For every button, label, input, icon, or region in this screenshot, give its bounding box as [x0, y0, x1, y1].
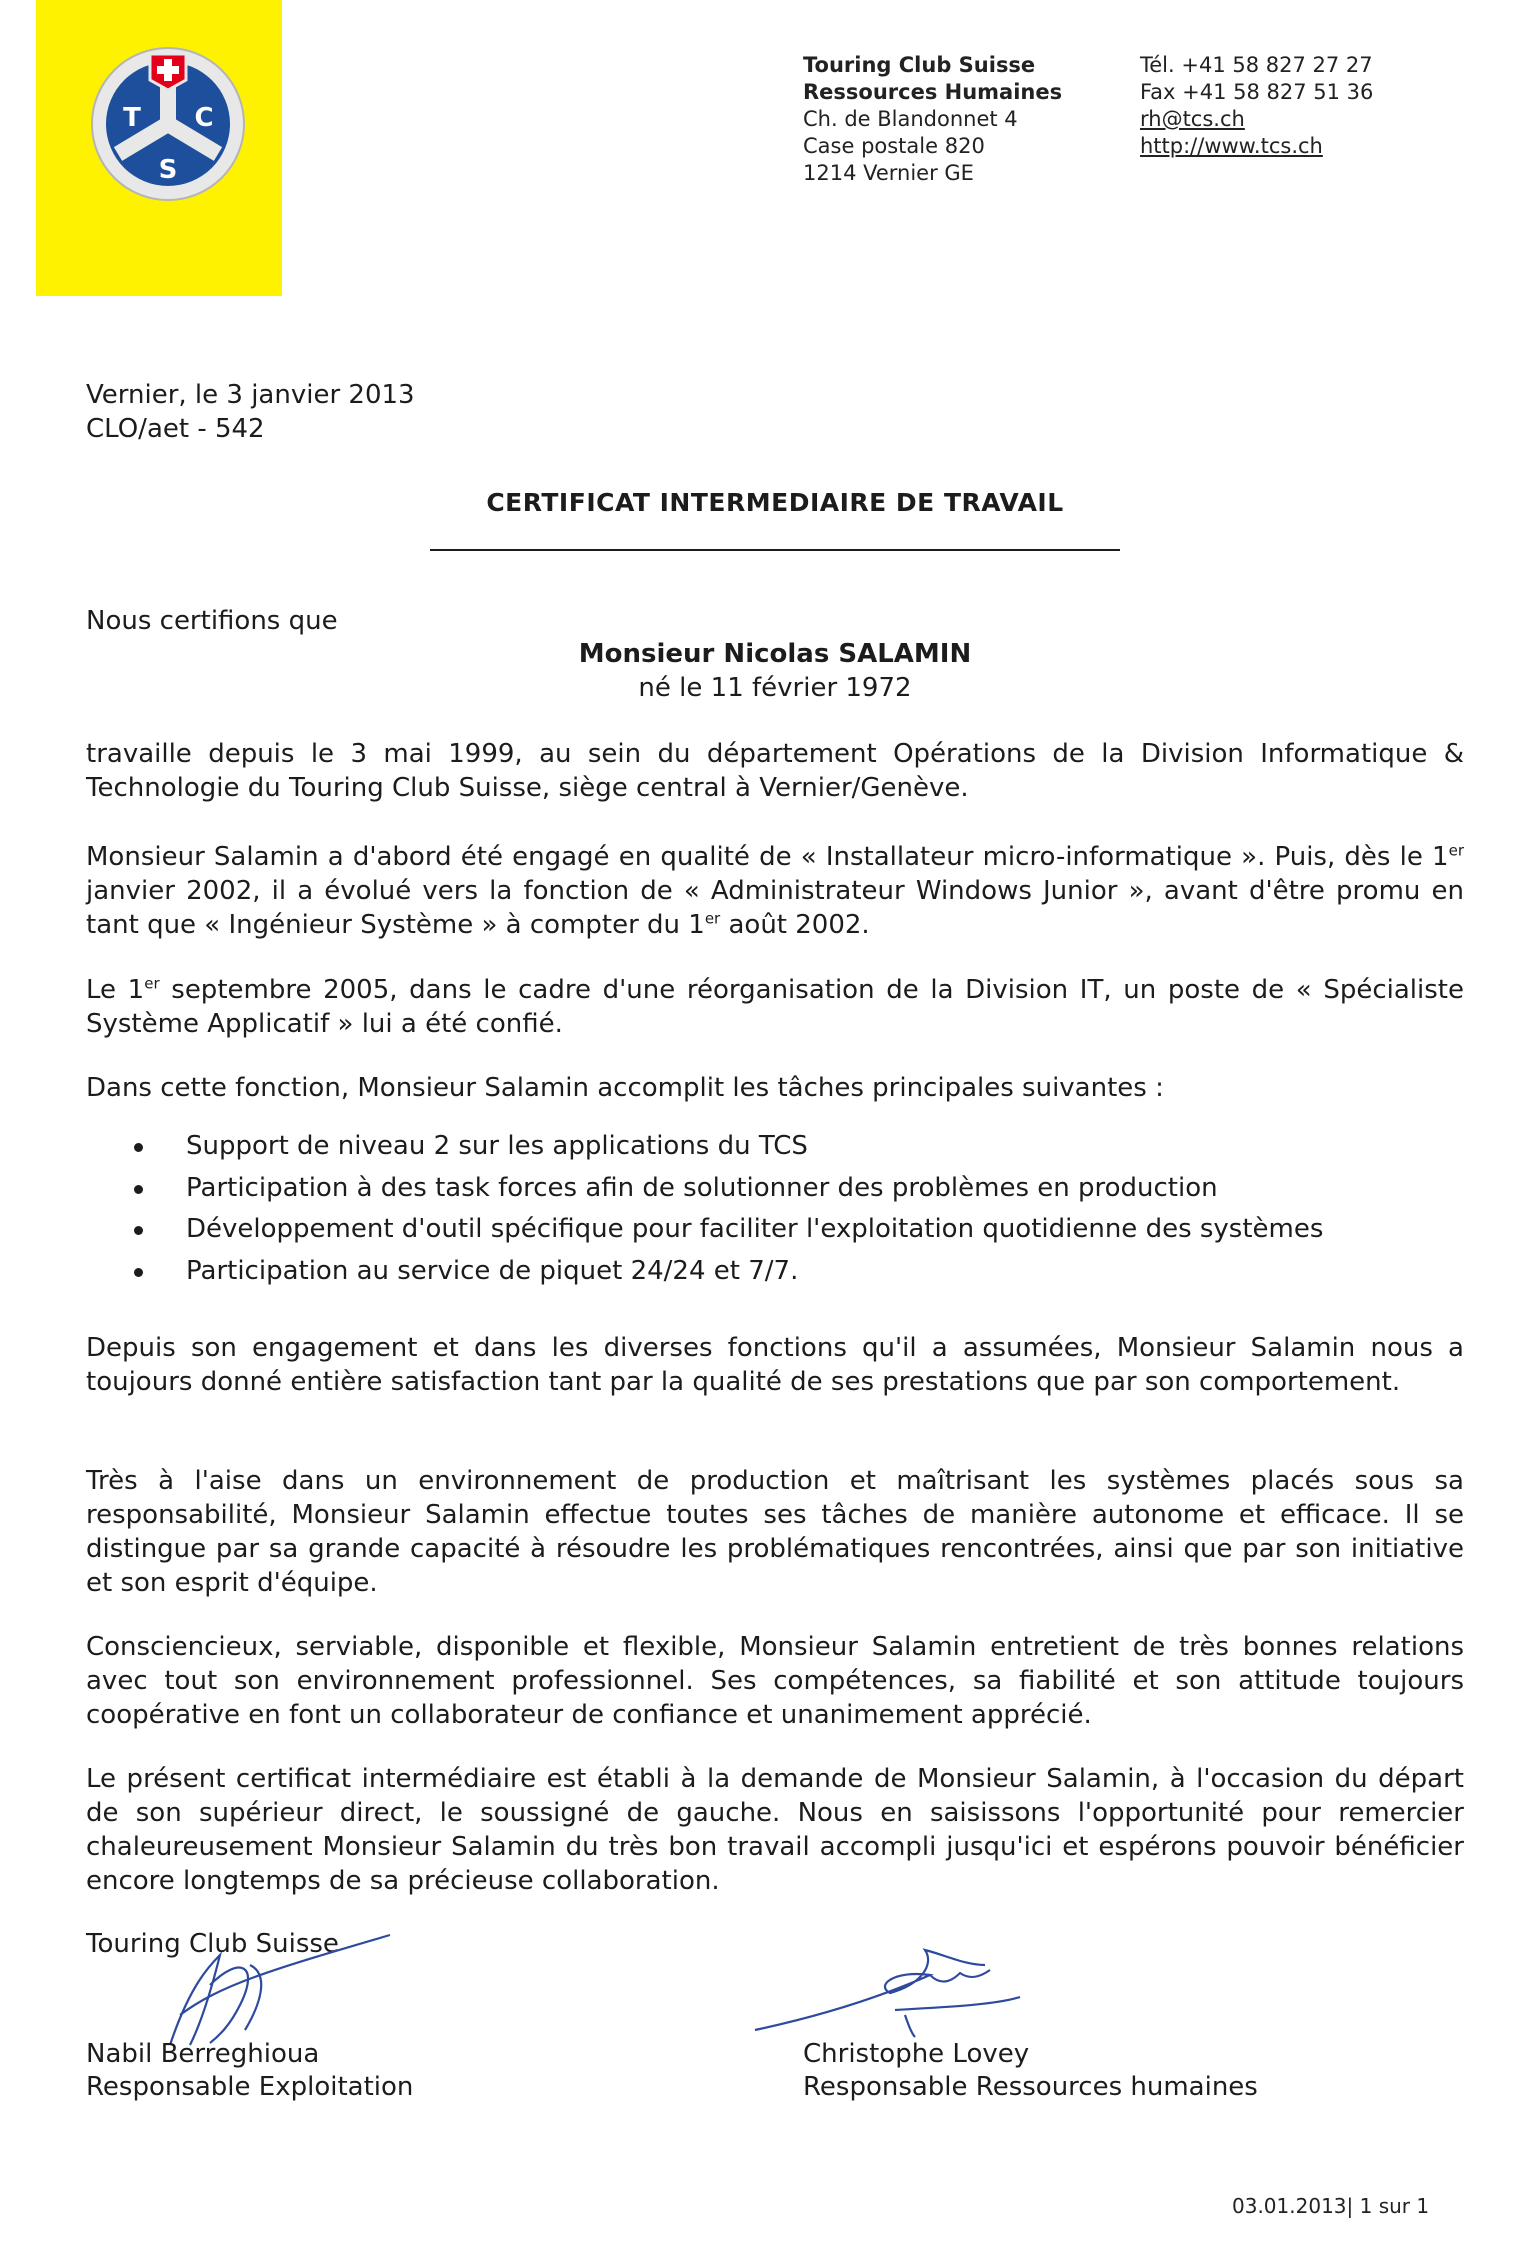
signature-right: [745, 1935, 1045, 2045]
logo-letter-c: C: [194, 103, 214, 133]
career-text-a: Monsieur Salamin a d'abord été engagé en qualité de « Installateur micro-informatique ». Puis, dès le 1: [86, 842, 1449, 872]
career-text-b: janvier 2002, il a évolué vers la fonction de « Administrateur Windows Junior », avant d'être promu en tant que « Ingénieur Système » à compter du 1: [86, 876, 1464, 940]
logo-letter-t: T: [123, 103, 141, 133]
career-text-c: août 2002.: [720, 910, 870, 940]
sender-address: [803, 52, 1062, 187]
paragraph-skills: Très à l'aise dans un environnement de production et maîtrisant les systèmes placés sous sa responsabilité, Monsieur Salamin effectue toutes ses tâches de manière autonome et efficace. Il se distingue par sa grande capacité à résoudre les problématiques rencontrées, ainsi que par son initiative et son esprit d'équipe.: [86, 1466, 1464, 1598]
tcs-logo: [88, 44, 248, 204]
task-item: [86, 1209, 1464, 1251]
signatory-right-name: Christophe Lovey: [803, 2039, 1030, 2069]
signatory-left-role: Responsable Exploitation: [86, 2072, 414, 2102]
signatory-left: [86, 2038, 413, 2104]
career-sup-1: er: [1448, 841, 1464, 860]
sender-website-link[interactable]: http://www.tcs.ch: [1140, 134, 1323, 158]
paragraph-purpose: Le présent certificat intermédiaire est établi à la demande de Monsieur Salamin, à l'occasion du départ de son supérieur direct, le soussigné de gauche. Nous en saisissons l'opportunité pour remercier chaleureusement Monsieur Salamin du très bon travail accompli jusqu'ici et espérons pouvoir bénéficier encore longtemps de sa précieuse collaboration.: [86, 1764, 1464, 1896]
reorg-text-b: septembre 2005, dans le cadre d'une réorganisation de la Division IT, un poste de « Spécialiste Système Applicatif » lui a été confié.: [86, 975, 1464, 1039]
sender-city: 1214 Vernier GE: [803, 161, 974, 185]
signatory-right-role: Responsable Ressources humaines: [803, 2072, 1258, 2102]
sender-contact: [1140, 52, 1373, 160]
closing-organization: Touring Club Suisse: [86, 1929, 339, 1959]
document-title: CERTIFICAT INTERMEDIAIRE DE TRAVAIL: [486, 488, 1064, 517]
footer-page-info: 03.01.2013| 1 sur 1: [1232, 2194, 1430, 2218]
sender-phone: Tél. +41 58 827 27 27: [1140, 53, 1373, 77]
bullet-icon: [134, 1226, 143, 1235]
task-item: [86, 1168, 1464, 1210]
sender-fax: Fax +41 58 827 51 36: [1140, 80, 1374, 104]
task-item: [86, 1126, 1464, 1168]
signatory-left-name: Nabil Berreghioua: [86, 2039, 320, 2069]
sender-street: Ch. de Blandonnet 4: [803, 107, 1018, 131]
bullet-icon: [134, 1268, 143, 1277]
task-text: Développement d'outil spécifique pour faciliter l'exploitation quotidienne des systèmes: [186, 1214, 1324, 1244]
paragraph-career: [86, 840, 1464, 942]
bullet-icon: [134, 1143, 143, 1152]
bullet-icon: [134, 1185, 143, 1194]
intro-line: Nous certifions que: [86, 606, 338, 636]
paragraph-employment: travaille depuis le 3 mai 1999, au sein du département Opérations de la Division Informatique & Technologie du Touring Club Suisse, siège central à Vernier/Genève.: [86, 739, 1464, 803]
sender-po-box: Case postale 820: [803, 134, 985, 158]
logo-letter-s: S: [158, 155, 178, 185]
paragraph-satisfaction: Depuis son engagement et dans les diverses fonctions qu'il a assumées, Monsieur Salamin nous a toujours donné entière satisfaction tant par la qualité de ses prestations que par son comportement.: [86, 1333, 1464, 1397]
paragraph-qualities: Consciencieux, serviable, disponible et flexible, Monsieur Salamin entretient de très bonnes relations avec tout son environnement professionnel. Ses compétences, sa fiabilité et son attitude toujours coopérative en font un collaborateur de confiance et unanimement apprécié.: [86, 1632, 1464, 1730]
task-text: Participation au service de piquet 24/24 et 7/7.: [186, 1255, 799, 1286]
career-sup-2: er: [704, 909, 721, 928]
employee-name: Monsieur Nicolas SALAMIN: [578, 639, 972, 669]
signature-left: [150, 1925, 410, 2055]
task-item: [86, 1251, 1464, 1293]
reorg-text-a: Le 1: [86, 975, 145, 1005]
paragraph-reorganisation: [86, 973, 1464, 1041]
sender-organization: Touring Club Suisse: [803, 53, 1036, 77]
employee-birth: né le 11 février 1972: [638, 673, 912, 703]
task-text: Participation à des task forces afin de solutionner des problèmes en production: [186, 1172, 1218, 1203]
signatory-right: [803, 2038, 1258, 2104]
reference-line: CLO/aet - 542: [86, 414, 265, 444]
title-underline: [430, 549, 1120, 551]
sender-department: Ressources Humaines: [803, 80, 1063, 104]
task-text: Support de niveau 2 sur les applications du TCS: [186, 1131, 808, 1161]
sender-email-link[interactable]: rh@tcs.ch: [1140, 107, 1245, 131]
date-reference-block: [86, 378, 415, 446]
tasks-list: [86, 1126, 1464, 1292]
date-line: Vernier, le 3 janvier 2013: [86, 380, 415, 410]
tasks-intro: Dans cette fonction, Monsieur Salamin accomplit les tâches principales suivantes :: [86, 1073, 1164, 1103]
reorg-sup: er: [144, 974, 160, 993]
